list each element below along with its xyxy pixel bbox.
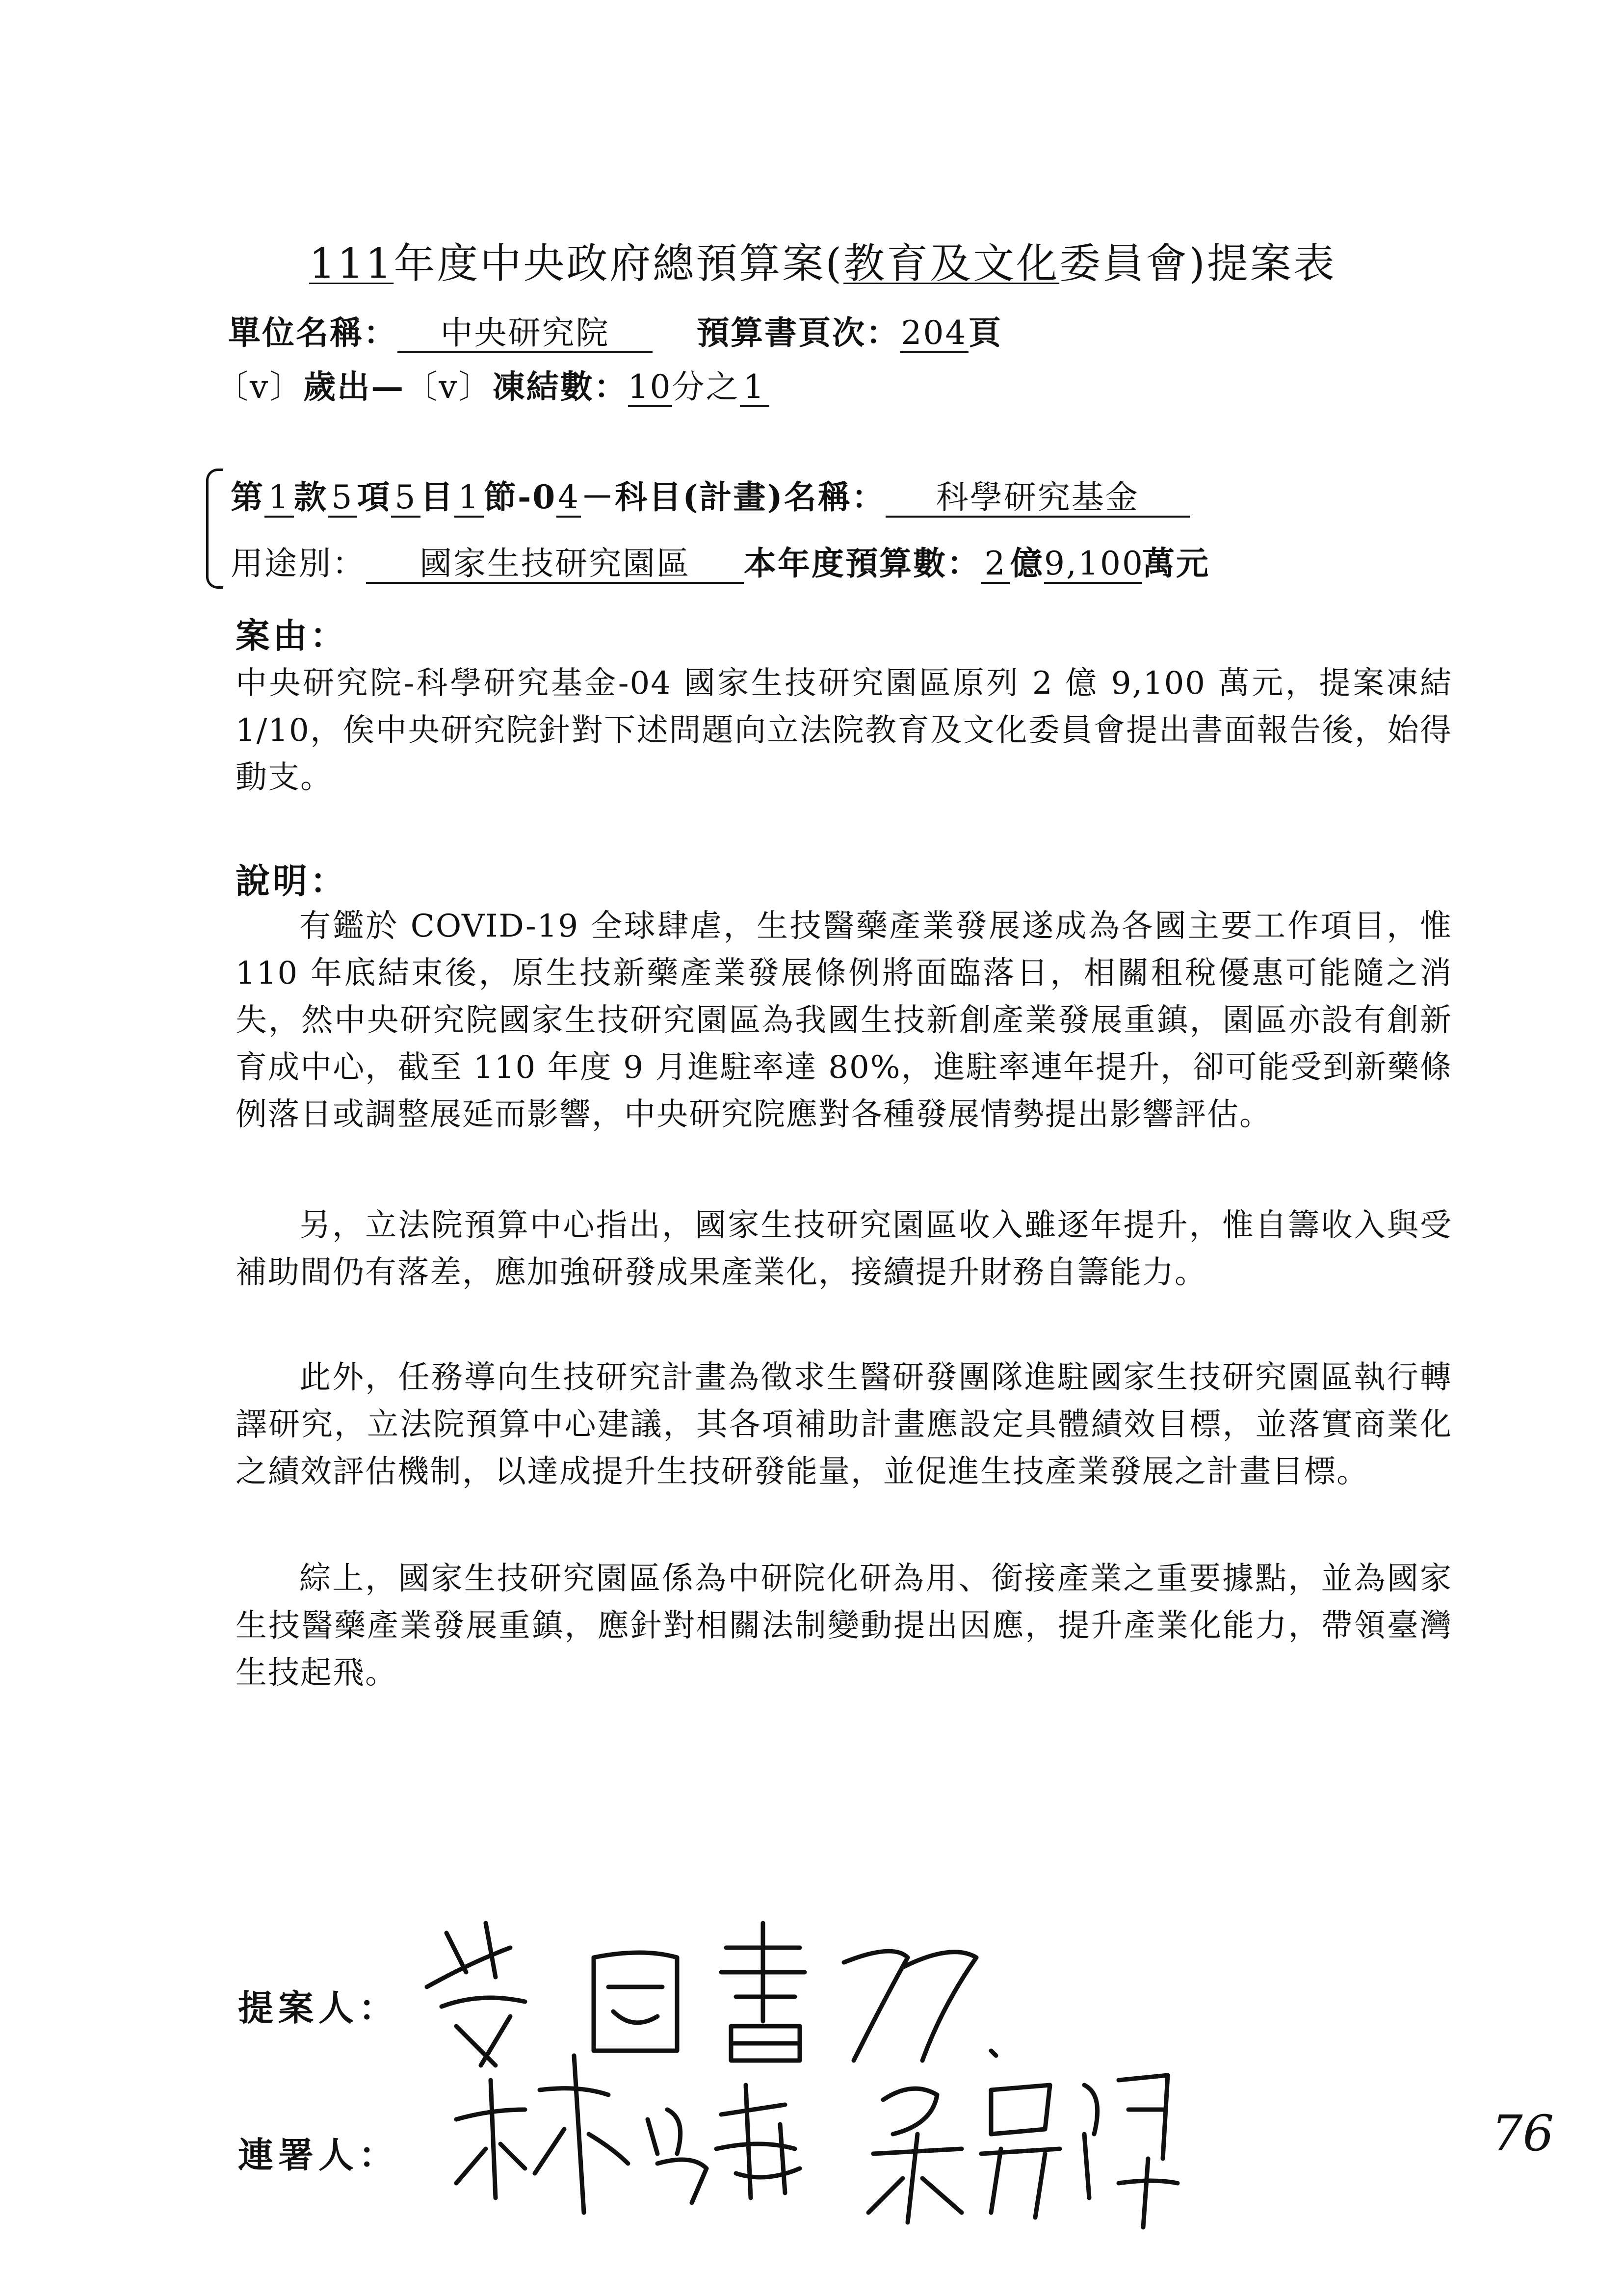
freeze-numerator: 10 (628, 369, 672, 407)
subject-value-2: 5 (328, 480, 357, 518)
page-number: 76 (1492, 2105, 1554, 2162)
freeze-denominator: 1 (740, 369, 769, 407)
subject-name: 科學研究基金 (886, 480, 1190, 518)
purpose-row (231, 537, 1210, 584)
title-text-b: 委員會)提案表 (1059, 239, 1336, 287)
purpose-label: 用途別： (231, 545, 366, 582)
page-suffix: 頁 (969, 313, 1002, 352)
subject-text-3: 項 (357, 478, 391, 516)
cosigner-label: 連署人： (238, 2134, 399, 2176)
budget-unit-1: 億 (1010, 544, 1044, 582)
subject-text-1: 第 (231, 478, 264, 516)
explanation-paragraph-1: 有鑑於 COVID-19 全球肆虐，生技醫藥產業發展遂成為各國主要工作項目，惟 110 年底結束後，原生技新藥產業發展條例將面臨落日，相關租稅優惠可能隨之消失，然中央研究院國家生技研究園區為我國生技新創產業發展重鎮，園區亦設有創新育成中心，截至 110 年度 9 月進駐率達 80%，進駐率連年提升，卻可能受到新藥條例落日或調整展延而影響，中央研究院應對各種發展情勢提出影響評估。 (236, 908, 1452, 1133)
subject-value-4: 1 (454, 480, 484, 518)
freeze-fraction-text: 分之 (672, 368, 740, 406)
subject-value-3: 5 (391, 480, 420, 518)
subject-value-5: 4 (556, 480, 581, 518)
reason-text: 中央研究院-科學研究基金-04 國家生技研究園區原列 2 億 9,100 萬元，提案凍結 1/10，俟中央研究院針對下述問題向立法院教育及文化委員會提出書面報告後，始得動支。 (236, 665, 1452, 796)
bracket (206, 469, 223, 589)
type-row (216, 361, 769, 407)
title-year: 111 (309, 239, 394, 287)
subject-text-5: 節-0 (484, 478, 557, 516)
title-text-a: 年度中央政府總預算案( (393, 239, 844, 287)
freeze-checkbox: 〔v〕 (405, 368, 493, 406)
expenditure-checkbox: 〔v〕 (216, 368, 304, 406)
explanation-paragraph-2: 另，立法院預算中心指出，國家生技研究園區收入雖逐年提升，惟自籌收入與受補助間仍有落差，應加強研發成果產業化，接續提升財務自籌能力。 (236, 1207, 1452, 1291)
unit-row (228, 307, 1002, 353)
explanation-paragraph-3: 此外，任務導向生技研究計畫為徵求生醫研發團隊進駐國家生技研究園區執行轉譯研究，立法院預算中心建議，其各項補助計畫應設定具體績效目標，並落實商業化之績效評估機制，以達成提升生技研發能量，並促進生技產業發展之計畫目標。 (236, 1359, 1452, 1490)
reason-heading: 案由： (236, 615, 347, 656)
explanation-paragraph-4: 綜上，國家生技研究園區係為中研院化研為用、銜接產業之重要據點，並為國家生技醫藥產業發展重鎮，應針對相關法制變動提出因應，提升產業化能力，帶領臺灣生技起飛。 (236, 1561, 1452, 1691)
unit-value: 中央研究院 (397, 315, 653, 353)
budget-value-1: 2 (981, 546, 1010, 584)
cosigner-signature (442, 2036, 1236, 2242)
budget-value-2: 9,100 (1044, 546, 1142, 584)
proposer-label: 提案人： (238, 1987, 399, 2029)
document-title (309, 231, 1336, 290)
subject-text-2: 款 (294, 478, 328, 516)
budget-unit-2: 萬元 (1142, 544, 1210, 582)
title-committee: 教育及文化 (843, 239, 1060, 287)
purpose-value: 國家生技研究園區 (366, 546, 744, 584)
unit-label: 單位名稱： (228, 313, 397, 352)
budget-label: 本年度預算數： (744, 544, 981, 582)
subject-text-4: 目 (420, 478, 454, 516)
freeze-label: 凍結數： (492, 367, 628, 406)
expenditure-label: 歲出— (303, 367, 405, 406)
subject-value-1: 1 (264, 480, 294, 518)
explanation-heading: 說明： (236, 861, 347, 901)
page-label: 預算書頁次： (697, 313, 900, 352)
subject-text-6: －科目(計畫)名稱： (581, 478, 886, 516)
subject-row (231, 471, 1190, 518)
page-value: 204 (900, 315, 969, 353)
